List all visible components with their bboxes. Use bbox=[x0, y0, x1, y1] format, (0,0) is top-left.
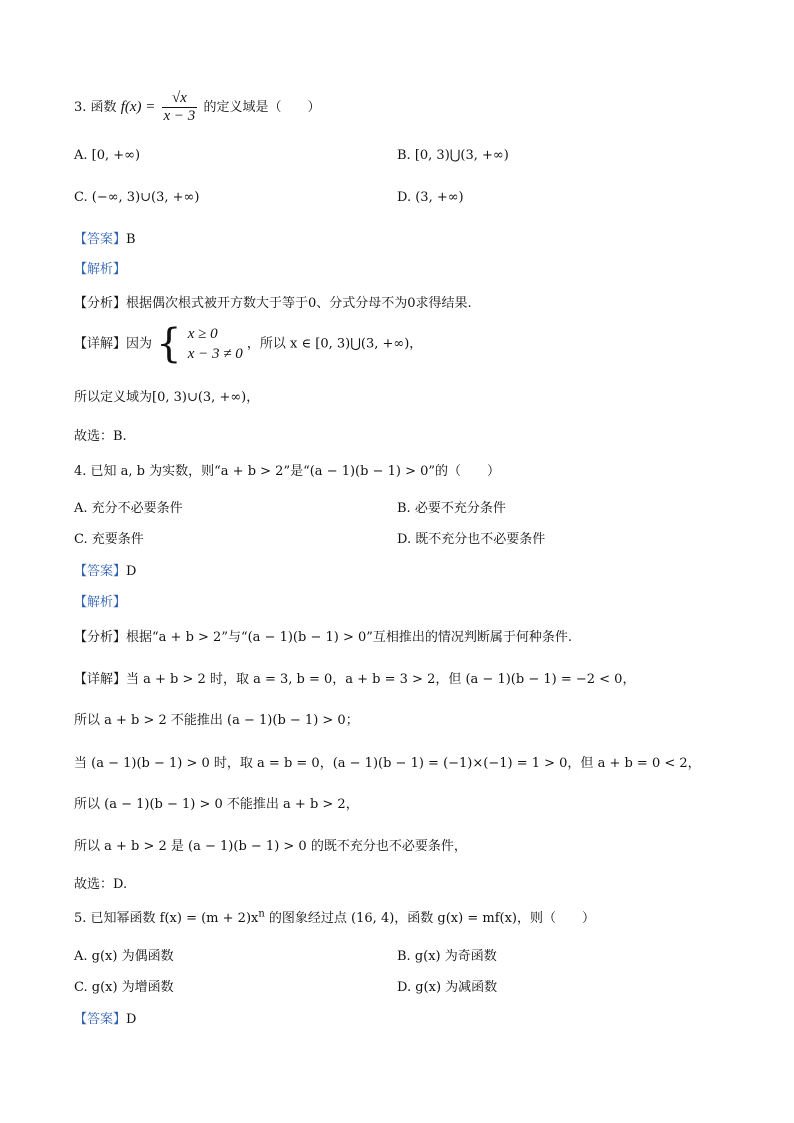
q4-option-c: C. 充要条件 bbox=[74, 532, 144, 547]
q5-exponent: n bbox=[258, 908, 265, 920]
q3-xiangjie-pre: 因为 bbox=[126, 336, 153, 352]
q4-xiangjie-text-1: 当 a + b > 2 时，取 a = 3, b = 0，a + b = 3 > 2，但 (a − 1)(b − 1) = −2 < 0， bbox=[126, 672, 636, 687]
q3-answer bbox=[74, 228, 136, 247]
q3-func-lhs: f(x) = bbox=[120, 99, 156, 115]
q3-choice: 故选：B. bbox=[74, 429, 127, 444]
q5-answer bbox=[74, 1008, 136, 1027]
q3-stem bbox=[74, 90, 320, 125]
q3-conclusion: 所以定义域为[0, 3)∪(3, +∞)， bbox=[74, 390, 260, 405]
xiangjie-tag: 【详解】 bbox=[74, 672, 127, 687]
q3-analysis-tag: 【解析】 bbox=[74, 262, 127, 277]
q3-fraction-denominator: x − 3 bbox=[163, 108, 196, 124]
q3-system-line2: x − 3 ≠ 0 bbox=[187, 346, 243, 362]
q3-xiangjie bbox=[74, 321, 423, 367]
q3-option-a: A. [0, +∞) bbox=[74, 148, 141, 163]
q4-xiangjie-4: 所以 (a − 1)(b − 1) > 0 不能推出 a + b > 2， bbox=[74, 797, 359, 812]
q3-fraction-numerator: √x bbox=[162, 90, 198, 108]
q3-xiangjie-post: ，所以 x ∈ [0, 3)⋃(3, +∞)， bbox=[246, 336, 423, 352]
q4-choice: 故选：D. bbox=[74, 877, 128, 892]
q3-system-line1: x ≥ 0 bbox=[187, 326, 218, 342]
q4-answer-value: D bbox=[126, 564, 137, 579]
q4-option-a: A. 充分不必要条件 bbox=[74, 501, 183, 516]
answer-tag: 【答案】 bbox=[74, 232, 127, 247]
q3-option-d: D. (3, +∞) bbox=[397, 190, 464, 205]
q4-xiangjie-2: 所以 a + b > 2 不能推出 (a − 1)(b − 1) > 0； bbox=[74, 713, 359, 728]
answer-tag: 【答案】 bbox=[74, 564, 127, 579]
q4-fenxi-text: 根据“a + b > 2”与“(a − 1)(b − 1) > 0”互相推出的情况判断属于何种条件. bbox=[126, 630, 573, 645]
q4-xiangjie-1 bbox=[74, 668, 635, 687]
q4-option-d: D. 既不充分也不必要条件 bbox=[397, 532, 546, 547]
q4-answer bbox=[74, 560, 136, 579]
q5-option-d: D. g(x) 为减函数 bbox=[397, 980, 498, 995]
q3-inequality-system bbox=[188, 324, 243, 364]
q4-option-b: B. 必要不充分条件 bbox=[397, 501, 506, 516]
q5-option-c: C. g(x) 为增函数 bbox=[74, 980, 174, 995]
q4-analysis-tag: 【解析】 bbox=[74, 595, 127, 610]
answer-tag: 【答案】 bbox=[74, 1012, 127, 1027]
q4-xiangjie-5: 所以 a + b > 2 是 (a − 1)(b − 1) > 0 的既不充分也不必要条件， bbox=[74, 839, 467, 854]
q5-stem-pre: 5. 已知幂函数 f(x) = (m + 2)x bbox=[74, 911, 259, 926]
fenxi-tag: 【分析】 bbox=[74, 630, 127, 645]
q3-stem-prefix: 3. 函数 bbox=[74, 100, 117, 115]
q3-answer-value: B bbox=[126, 232, 136, 247]
q3-stem-suffix: 的定义域是（ ） bbox=[203, 100, 321, 115]
q3-option-c: C. (−∞, 3)∪(3, +∞) bbox=[74, 190, 200, 205]
q4-stem: 4. 已知 a, b 为实数，则“a + b > 2”是“(a − 1)(b − 1) > 0”的（ ） bbox=[74, 464, 501, 479]
q5-stem-post: 的图象经过点 (16, 4)，函数 g(x) = mf(x)，则（ ） bbox=[264, 911, 595, 926]
q3-fenxi bbox=[74, 292, 472, 311]
q4-fenxi bbox=[74, 626, 572, 645]
q3-fenxi-text: 根据偶次根式被开方数大于等于0、分式分母不为0求得结果. bbox=[126, 296, 472, 311]
q3-fraction bbox=[162, 90, 198, 125]
q5-answer-value: D bbox=[126, 1012, 137, 1027]
fenxi-tag: 【分析】 bbox=[74, 296, 127, 311]
q4-xiangjie-3: 当 (a − 1)(b − 1) > 0 时，取 a = b = 0，(a − 1)(b − 1) = (−1)×(−1) = 1 > 0，但 a + b = 0 < 2， bbox=[74, 756, 701, 771]
q5-stem bbox=[74, 907, 595, 926]
xiangjie-tag: 【详解】 bbox=[74, 336, 127, 352]
q5-option-b: B. g(x) 为奇函数 bbox=[397, 949, 497, 964]
q5-option-a: A. g(x) 为偶函数 bbox=[74, 949, 174, 964]
q3-option-b: B. [0, 3)⋃(3, +∞) bbox=[397, 148, 509, 163]
left-brace: { bbox=[156, 321, 182, 367]
